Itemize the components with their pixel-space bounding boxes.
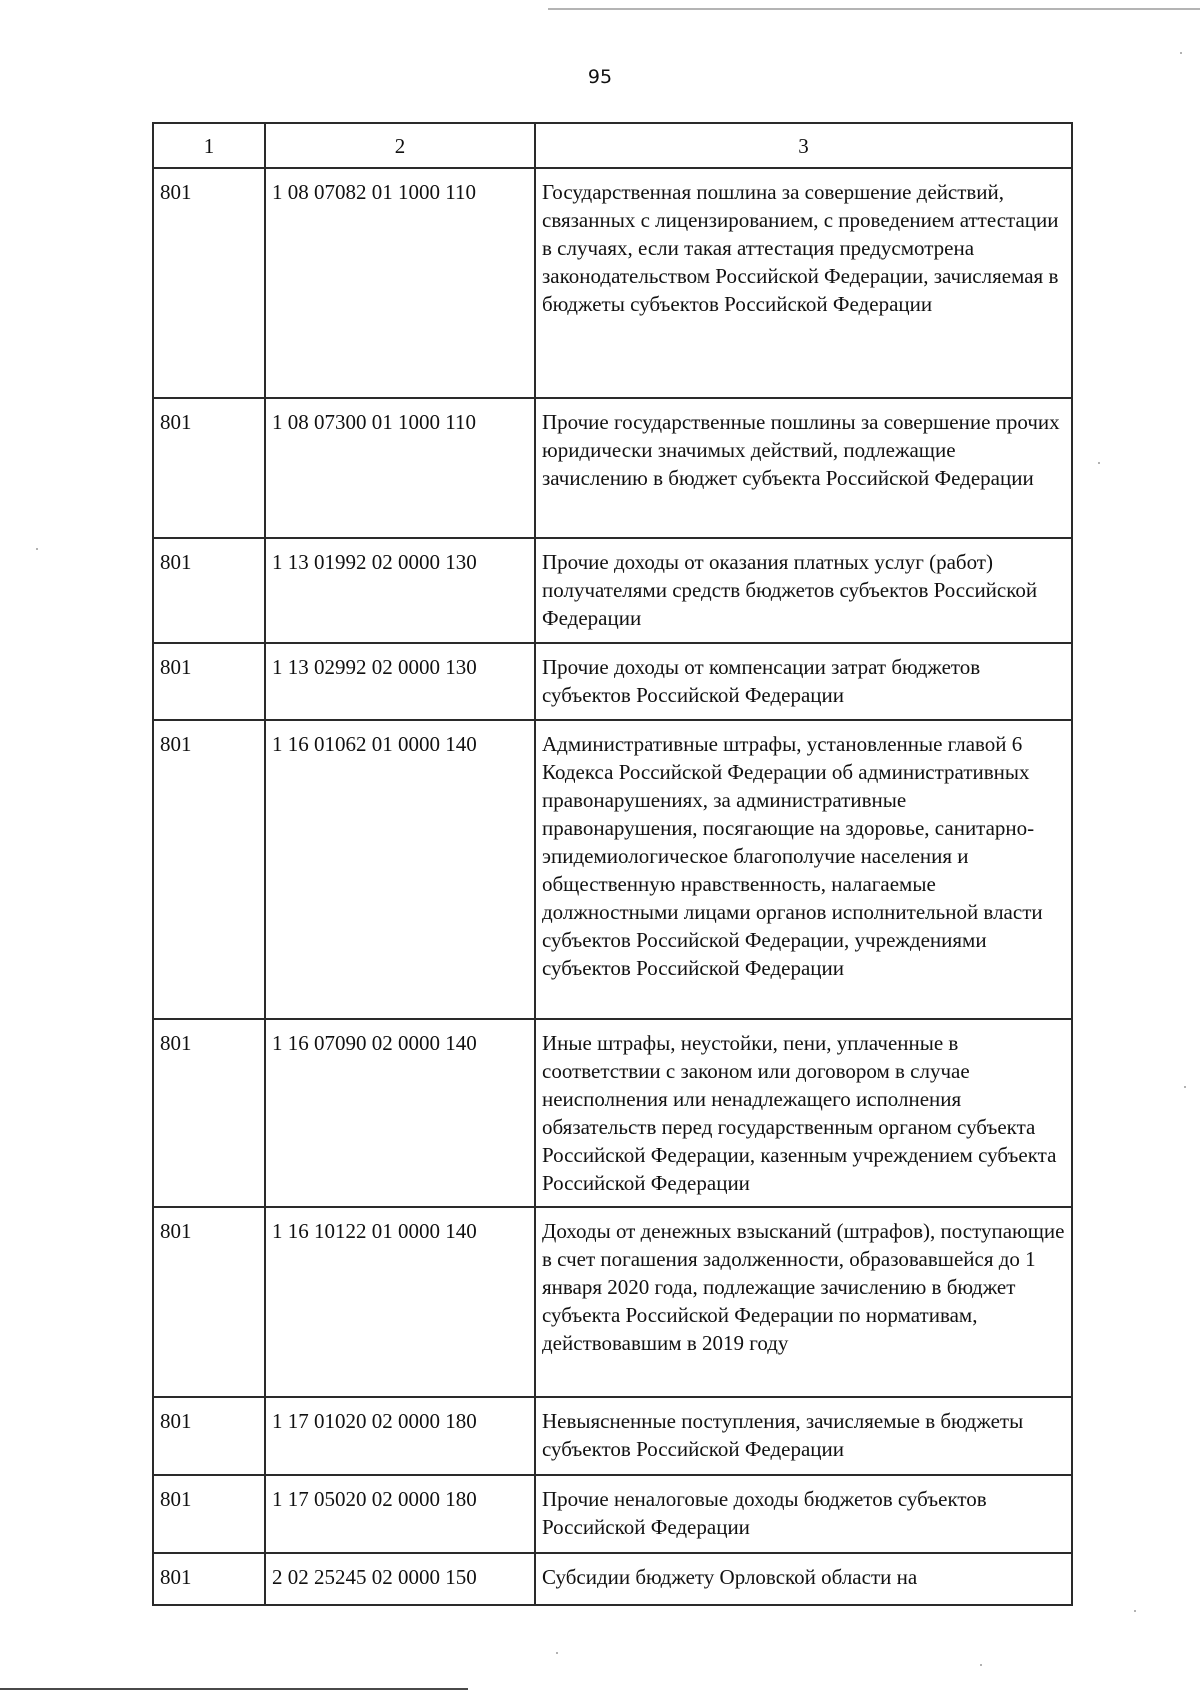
table-header-row xyxy=(153,123,1072,168)
table-row xyxy=(153,1207,1072,1397)
admin-code-cell: 801 xyxy=(153,1397,265,1475)
income-code-cell: 1 08 07300 01 1000 110 xyxy=(265,398,535,538)
income-code-cell: 1 08 07082 01 1000 110 xyxy=(265,168,535,398)
table-row xyxy=(153,643,1072,720)
table-row xyxy=(153,1553,1072,1605)
table-row xyxy=(153,1475,1072,1553)
income-code-cell: 1 17 01020 02 0000 180 xyxy=(265,1397,535,1475)
income-code-cell: 1 13 01992 02 0000 130 xyxy=(265,538,535,643)
scan-speck xyxy=(1184,1086,1186,1088)
income-code-cell: 2 02 25245 02 0000 150 xyxy=(265,1553,535,1605)
income-code-cell: 1 16 10122 01 0000 140 xyxy=(265,1207,535,1397)
admin-code-cell: 801 xyxy=(153,538,265,643)
admin-code-cell: 801 xyxy=(153,168,265,398)
admin-code-cell: 801 xyxy=(153,1207,265,1397)
scan-speck xyxy=(980,1664,982,1666)
table-row xyxy=(153,398,1072,538)
table-row xyxy=(153,1397,1072,1475)
description-cell: Субсидии бюджету Орловской области на xyxy=(535,1553,1072,1605)
scan-speck xyxy=(1134,1610,1136,1612)
admin-code-cell: 801 xyxy=(153,1019,265,1207)
description-cell: Прочие доходы от компенсации затрат бюджетов субъектов Российской Федерации xyxy=(535,643,1072,720)
table-row xyxy=(153,720,1072,1019)
header-col-3: 3 xyxy=(535,123,1072,168)
description-cell: Доходы от денежных взысканий (штрафов), поступающие в счет погашения задолженности, образовавшейся до 1 января 2020 года, подлежащие зачислению в бюджет субъекта Российской Федерации по нормативам, действовавшим в 2019 году xyxy=(535,1207,1072,1397)
admin-code-cell: 801 xyxy=(153,1475,265,1553)
income-code-cell: 1 16 07090 02 0000 140 xyxy=(265,1019,535,1207)
admin-code-cell: 801 xyxy=(153,398,265,538)
budget-income-table xyxy=(152,122,1073,1606)
income-code-cell: 1 17 05020 02 0000 180 xyxy=(265,1475,535,1553)
income-code-cell: 1 16 01062 01 0000 140 xyxy=(265,720,535,1019)
table-row xyxy=(153,1019,1072,1207)
description-cell: Невыясненные поступления, зачисляемые в бюджеты субъектов Российской Федерации xyxy=(535,1397,1072,1475)
description-cell: Прочие доходы от оказания платных услуг (работ) получателями средств бюджетов субъектов Российской Федерации xyxy=(535,538,1072,643)
scan-speck xyxy=(36,548,38,550)
scan-speck xyxy=(1180,52,1182,54)
scan-speck xyxy=(556,1652,558,1654)
admin-code-cell: 801 xyxy=(153,720,265,1019)
page-number: 95 xyxy=(587,66,613,88)
scan-top-rule xyxy=(548,8,1200,10)
admin-code-cell: 801 xyxy=(153,1553,265,1605)
header-col-1: 1 xyxy=(153,123,265,168)
admin-code-cell: 801 xyxy=(153,643,265,720)
description-cell: Прочие неналоговые доходы бюджетов субъектов Российской Федерации xyxy=(535,1475,1072,1553)
table-row xyxy=(153,168,1072,398)
header-col-2: 2 xyxy=(265,123,535,168)
table-row xyxy=(153,538,1072,643)
description-cell: Государственная пошлина за совершение действий, связанных с лицензированием, с проведением аттестации в случаях, если такая аттестация предусмотрена законодательством Российской Федерации, зачисляемая в бюджеты субъектов Российской Федерации xyxy=(535,168,1072,398)
income-code-cell: 1 13 02992 02 0000 130 xyxy=(265,643,535,720)
scan-speck xyxy=(1098,462,1100,464)
scan-bottom-rule xyxy=(0,1688,468,1690)
description-cell: Административные штрафы, установленные главой 6 Кодекса Российской Федерации об административных правонарушениях, за административные правонарушения, посягающие на здоровье, санитарно-эпидемиологическое благополучие населения и общественную нравственность, налагаемые должностными лицами органов исполнительной власти субъектов Российской Федерации, учреждениями субъектов Российской Федерации xyxy=(535,720,1072,1019)
description-cell: Иные штрафы, неустойки, пени, уплаченные в соответствии с законом или договором в случае неисполнения или ненадлежащего исполнения обязательств перед государственным органом субъекта Российской Федерации, казенным учреждением субъекта Российской Федерации xyxy=(535,1019,1072,1207)
description-cell: Прочие государственные пошлины за совершение прочих юридически значимых действий, подлежащие зачислению в бюджет субъекта Российской Федерации xyxy=(535,398,1072,538)
